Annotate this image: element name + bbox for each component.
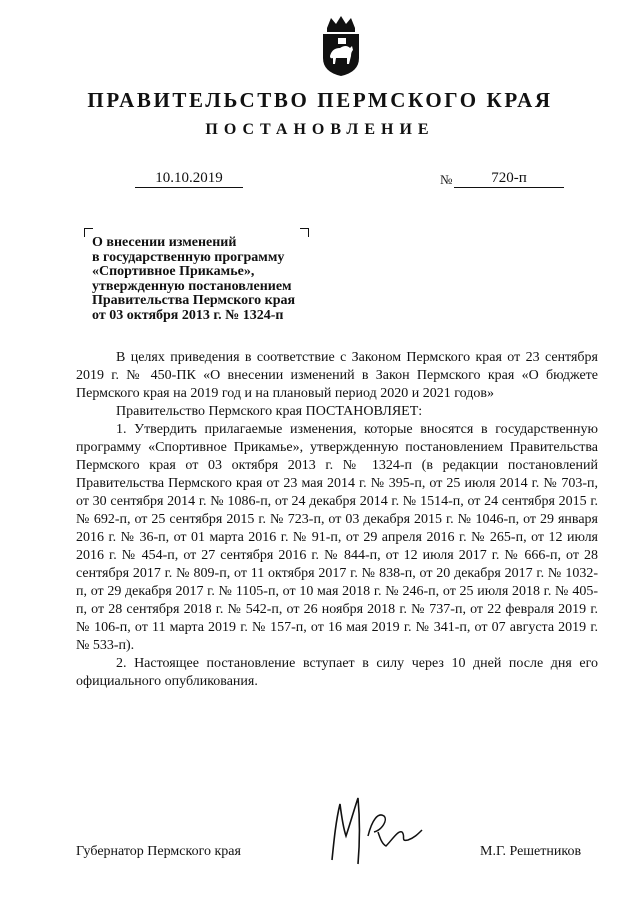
government-title: ПРАВИТЕЛЬСТВО ПЕРМСКОГО КРАЯ xyxy=(87,88,553,112)
subject-line: «Спортивное Прикамье», xyxy=(92,264,255,280)
subject-line: от 03 октября 2013 г. № 1324-п xyxy=(92,307,284,323)
signatory-title: Губернатор Пермского края xyxy=(76,844,241,859)
document-type: ПОСТАНОВЛЕНИЕ xyxy=(205,121,435,138)
handwritten-signature xyxy=(318,790,428,870)
subject-line: в государственную программу xyxy=(92,249,285,265)
number-sign: № xyxy=(440,172,453,187)
document-number: 720-п xyxy=(454,170,564,188)
subject-line: утвержденную постановлением xyxy=(92,278,292,294)
document-date: 10.10.2019 xyxy=(135,170,243,188)
document-body xyxy=(76,349,598,691)
subject-line: Правительства Пермского края xyxy=(92,293,296,309)
item-2-paragraph: 2. Настоящее постановление вступает в силу через 10 дней после дня его официального опубликования. xyxy=(76,656,598,689)
intro-paragraph: В целях приведения в соответствие с Законом Пермского края от 23 сентября 2019 г. № 450-ПК «О внесении изменений в Закон Пермского края «О бюджете Пермского края на 2019 год и на плановый период 2020 и 2021 годов» xyxy=(76,350,598,401)
subject-line: О внесении изменений xyxy=(92,235,237,250)
coat-of-arms-icon xyxy=(318,14,364,78)
signatory-name: М.Г. Решетников xyxy=(480,844,582,859)
resolve-paragraph: Правительство Пермского края ПОСТАНОВЛЯЕТ: xyxy=(116,404,423,419)
document-subject xyxy=(92,236,332,324)
item-1-paragraph: 1. Утвердить прилагаемые изменения, которые вносятся в государственную программу «Спортивное Прикамье», утвержденную постановлением Правительства Пермского края от 03 октября 2013 г. № 1324-п (в редакции постановлений Правительства Пермского края от 23 мая 2014 г. № 395-п, от 25 июля 2014 г. № 703-п, от 30 сентября 2014 г. № 1086-п, от 24 декабря 2014 г. № 1514-п, от 24 сентября 2015 г. № 692-п, от 25 сентября 2015 г. № 723-п, от 03 декабря 2015 г. № 1046-п, от 29 января 2016 г. № 36-п, от 01 марта 2016 г. № 91-п, от 29 апреля 2016 г. № 265-п, от 12 июля 2016 г. № 454-п, от 27 сентября 2016 г. № 844-п, от 12 июля 2017 г. № 666-п, от 28 сентября 2017 г. № 809-п, от 11 октября 2017 г. № 838-п, от 20 декабря 2017 г. № 1032-п, от 29 декабря 2017 г. № 1105-п, от 10 мая 2018 г. № 246-п, от 25 июля 2018 г. № 405-п, от 28 сентября 2018 г. № 542-п, от 26 ноября 2018 г. № 737-п, от 22 февраля 2019 г. № 106-п, от 11 марта 2019 г. № 157-п, от 16 мая 2019 г. № 341-п, от 07 августа 2019 г. № 533-п). xyxy=(76,422,598,653)
